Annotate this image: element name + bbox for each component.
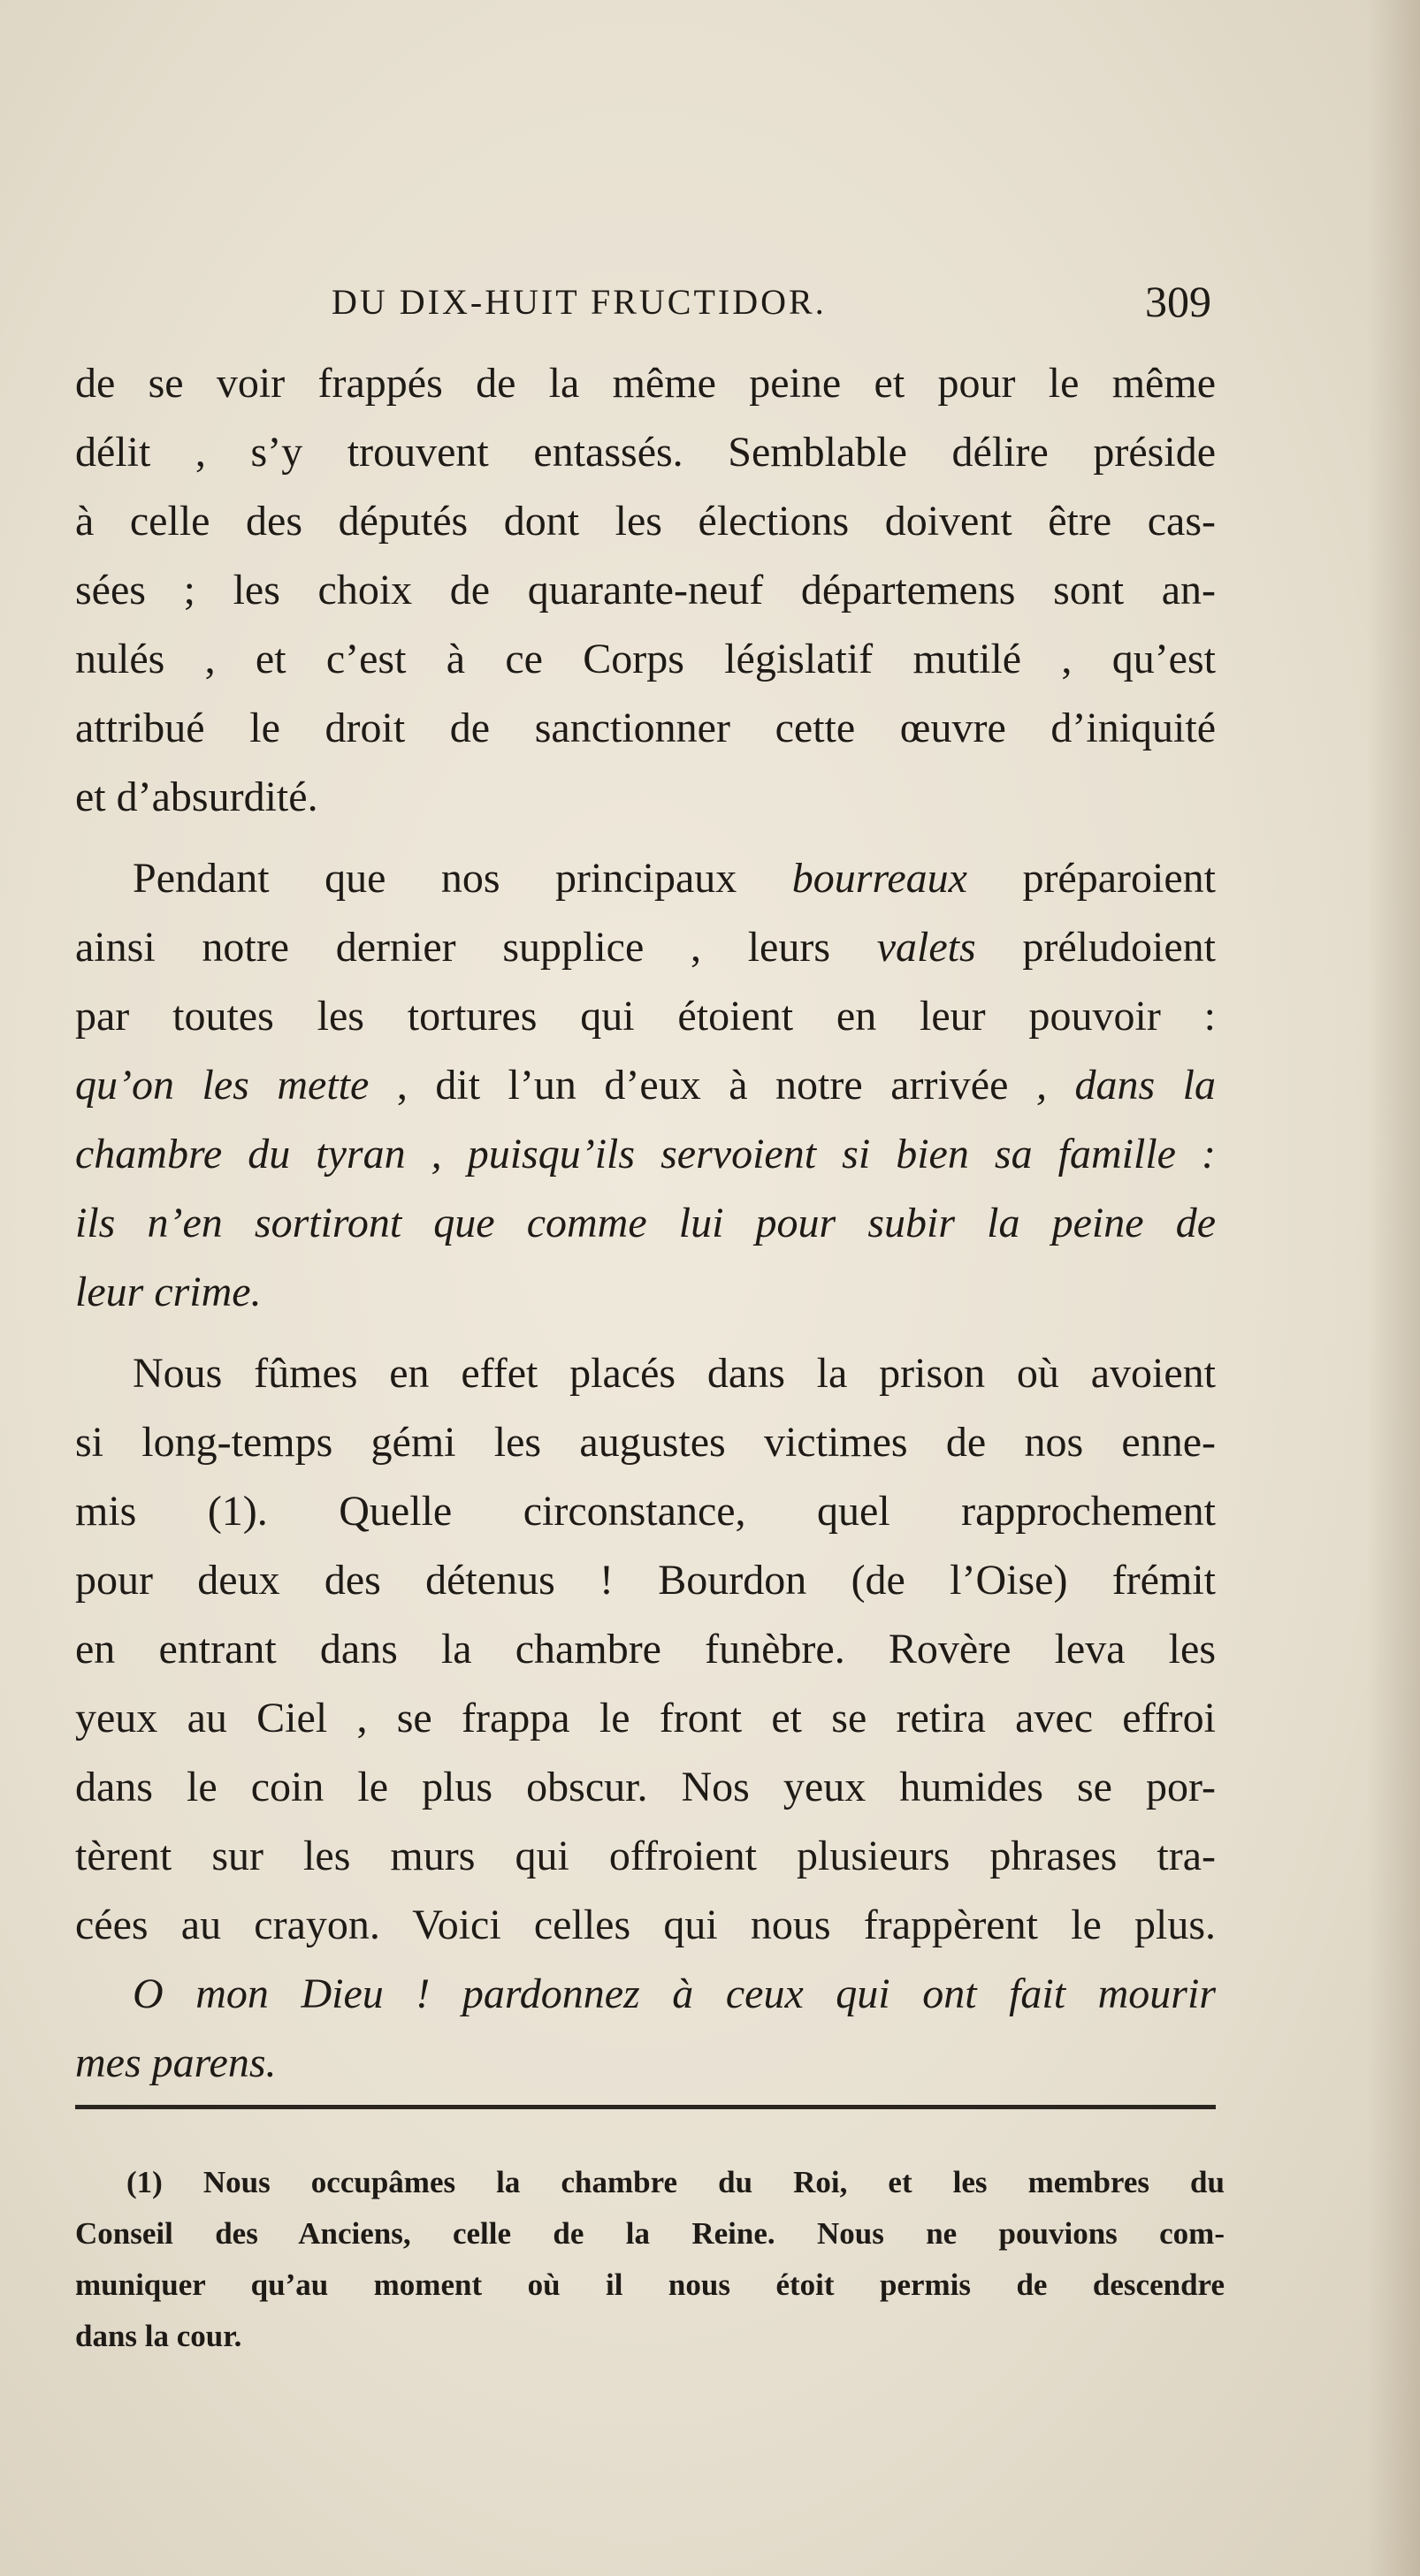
text-span: préludoient: [975, 924, 1216, 971]
text-line: si long-temps gémi les augustes victimes de nos enne-: [75, 1419, 1216, 1466]
paragraph-1: [75, 349, 1216, 832]
text-line: attribué le droit de sanctionner cette œuvre d’iniquité: [75, 705, 1216, 751]
text-line: ils n’en sortiront que comme lui pour subir la peine de: [75, 1200, 1216, 1246]
text-line: [75, 1051, 1216, 1120]
text-line: pour deux des détenus ! Bourdon (de l’Oise) frémit: [75, 1557, 1216, 1604]
text-line: dans le coin le plus obscur. Nos yeux humides se por-: [75, 1764, 1216, 1810]
footnote-line: muniquer qu’au moment où il nous étoit permis de descendre: [75, 2267, 1225, 2302]
text-line: mes parens.: [75, 2039, 277, 2086]
text-line: et d’absurdité.: [75, 774, 318, 820]
footnote-rule: [75, 2105, 1216, 2109]
footnote-line: (1) Nous occupâmes la chambre du Roi, et les membres du: [126, 2165, 1225, 2199]
italic-span: qu’on les mette: [75, 1062, 370, 1109]
text-line: [75, 844, 1216, 913]
italic-span: bourreaux: [791, 855, 967, 902]
text-line: yeux au Ciel , se frappa le front et se retira avec effroi: [75, 1695, 1216, 1741]
running-head: DU DIX-HUIT FRUCTIDOR.: [332, 282, 827, 322]
text-line: sées ; les choix de quarante-neuf départemens sont an-: [75, 567, 1216, 614]
paragraph-4: [75, 1960, 1216, 2098]
text-line: mis (1). Quelle circonstance, quel rapprochement: [75, 1488, 1216, 1535]
paragraph-2: [75, 844, 1216, 1327]
body-text: [75, 349, 1216, 2098]
text-line: nulés , et c’est à ce Corps législatif mutilé , qu’est: [75, 636, 1216, 682]
page-number: 309: [1145, 277, 1211, 326]
text-line: délit , s’y trouvent entassés. Semblable délire préside: [75, 429, 1216, 476]
text-line: leur crime.: [75, 1269, 262, 1315]
italic-span: valets: [876, 924, 976, 971]
paragraph-3: [75, 1339, 1216, 1960]
footnote: [75, 2157, 1225, 2362]
text-line: de se voir frappés de la même peine et pour le même: [75, 360, 1216, 407]
text-span: Pendant que nos principaux: [133, 855, 792, 902]
text-line: en entrant dans la chambre funèbre. Rovère leva les: [75, 1626, 1216, 1673]
text-line: par toutes les tortures qui étoient en leur pouvoir :: [75, 993, 1216, 1040]
footnote-line: dans la cour.: [75, 2319, 242, 2353]
text-line: O mon Dieu ! pardonnez à ceux qui ont fait mourir: [133, 1970, 1216, 2017]
text-line: Nous fûmes en effet placés dans la prison où avoient: [133, 1350, 1216, 1397]
text-line: à celle des députés dont les élections doivent être cas-: [75, 498, 1216, 545]
text-line: tèrent sur les murs qui offroient plusieurs phrases tra-: [75, 1833, 1216, 1879]
text-span: ainsi notre dernier supplice , leurs: [75, 924, 877, 971]
footnote-line: Conseil des Anciens, celle de la Reine. Nous ne pouvions com-: [75, 2216, 1225, 2251]
text-line: chambre du tyran , puisqu’ils servoient si bien sa famille :: [75, 1131, 1216, 1177]
text-line: [75, 913, 1216, 982]
text-span: , dit l’un d’eux à notre arrivée: [369, 1062, 1036, 1109]
text-span: préparoient: [966, 855, 1216, 902]
text-line: cées au crayon. Voici celles qui nous frappèrent le plus.: [75, 1902, 1216, 1948]
italic-span: , dans la: [1035, 1062, 1217, 1109]
page-header: [332, 277, 1211, 334]
